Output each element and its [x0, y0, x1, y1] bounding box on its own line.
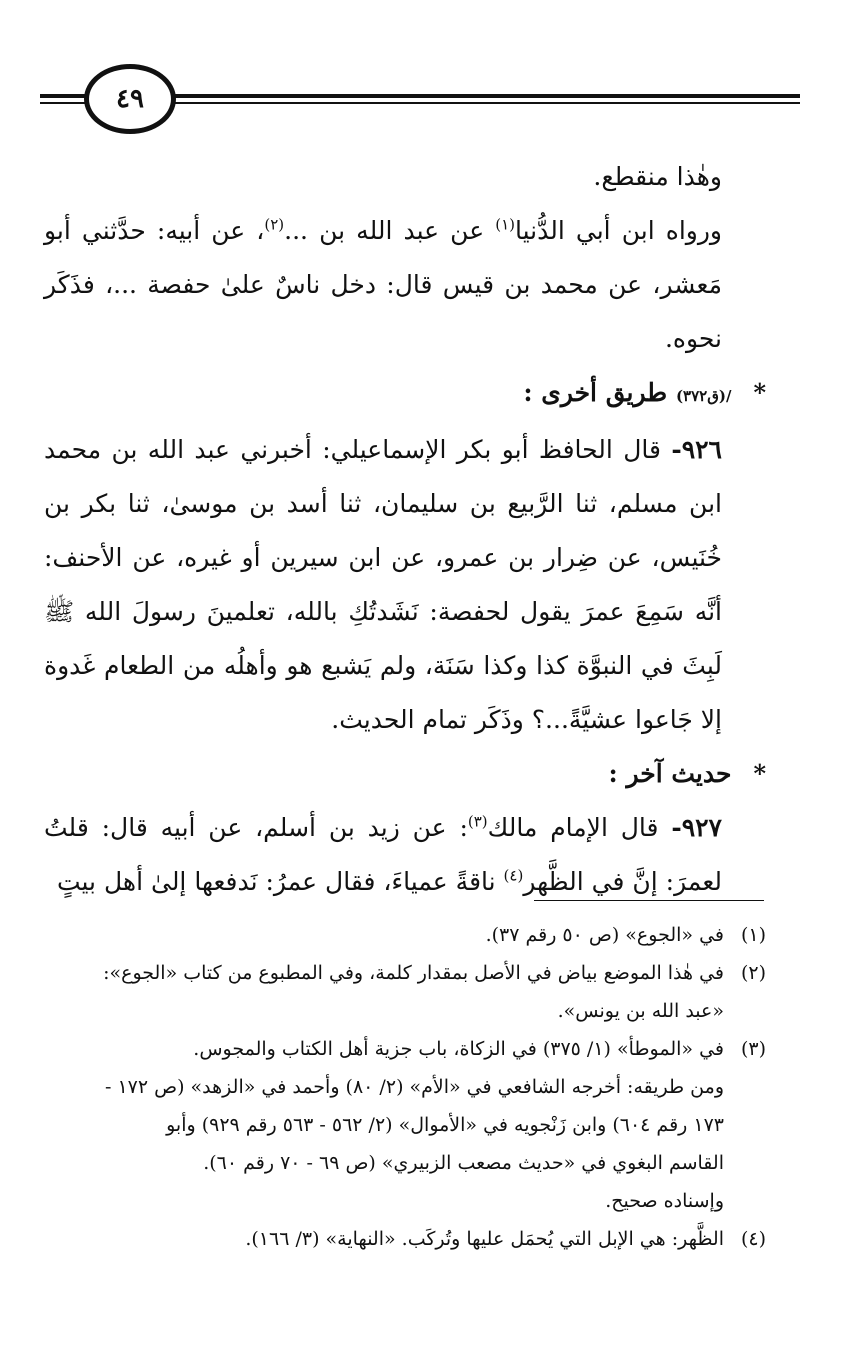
paragraph-text: قال الحافظ أبو بكر الإسماعيلي: أخبرني عبد الله بن محمد ابن مسلم، ثنا الرَّبيع بن سليمان، ثنا أسد بن موسىٰ، ثنا بكر بن خُنَيس، عن ضِرار بن عمرو، عن ابن سيرين أو غيره، عن الأحنف: أنَّه سَمِعَ عمرَ يقول لحفصة: نَشَدتُكِ بالله، تعلمينَ رسولَ الله ﷺ لَبِثَ في النبوَّة كذا وكذا سَنَة، ولم يَشبع هو وأهلُه من الطعام غَدوة إلا جَاعوا عشيَّةً...؟ وذَكَر تمام الحديث.	[44, 435, 722, 734]
page-number: ٤٩	[116, 84, 144, 114]
paragraph-text: قال الإمام مالك	[487, 813, 672, 842]
header-rule	[130, 102, 800, 104]
paragraph-text: وهٰذا منقطع.	[593, 162, 722, 191]
hadith-number: ٩٢٧-	[671, 813, 722, 842]
heading-title: طريق أخرى :	[523, 378, 668, 407]
footnote-text: «عبد الله بن يونس».	[557, 1000, 724, 1022]
footnote-text: القاسم البغوي في «حديث مصعب الزبيري» (ص ٦٩ - ٧٠ رقم ٦٠).	[203, 1152, 724, 1174]
footnote-number: (٤)	[740, 1228, 766, 1250]
paragraph-text: عن عبد الله بن ...	[284, 216, 496, 245]
star-icon: *	[753, 378, 766, 407]
star-icon: *	[753, 759, 766, 788]
manuscript-marker: /(ق٣٧٢)	[675, 387, 732, 405]
page-header	[40, 58, 800, 128]
footnote-ref: (١)	[495, 215, 515, 234]
footnote-text: في هٰذا الموضع بياض في الأصل بمقدار كلمة، وفي المطبوع من كتاب «الجوع»:	[103, 962, 724, 984]
footnote-separator	[534, 900, 764, 901]
paragraph-text: ناقةً عمياءَ، فقال عمرُ: نَدفعها إلىٰ أهل بيتٍ	[56, 867, 504, 896]
footnote-number: (٣)	[740, 1038, 766, 1060]
section-heading	[44, 747, 766, 801]
footnote-ref: (٢)	[264, 215, 285, 234]
footnote-text: الظَّهر: هي الإبل التي يُحمَل عليها وتُركَب. «النهاية» (٣/ ١٦٦).	[245, 1228, 724, 1250]
footnote-number: (١)	[740, 924, 766, 946]
paragraph-text: : عن زيد بن أسلم، عن أبيه قال: قلتُ لعمرَ: إنَّ في الظَّهر	[44, 813, 722, 896]
footnote	[44, 916, 766, 954]
hadith-number: ٩٢٦-	[671, 435, 722, 464]
footnote-text: ١٧٣ رقم ٦٠٤) وابن زَنْجويه في «الأموال» (٢/ ٥٦٢ - ٥٦٣ رقم ٩٢٩) وأبو	[166, 1114, 724, 1136]
hadith-926	[44, 423, 766, 747]
footnote-text: وإسناده صحيح.	[605, 1190, 724, 1212]
hadith-927	[44, 801, 766, 909]
paragraph-text: ورواه ابن أبي الدُّنيا	[514, 216, 722, 245]
footnote-ref: (٣)	[467, 812, 488, 831]
footnote-text: في «الموطأ» (١/ ٣٧٥) في الزكاة، باب جزية أهل الكتاب والمجوس.	[193, 1038, 724, 1060]
paragraph	[44, 150, 766, 204]
footnote-text: في «الجوع» (ص ٥٠ رقم ٣٧).	[485, 924, 724, 946]
footnote-ref: (٤)	[503, 866, 524, 885]
heading-title: حديث آخر :	[608, 759, 732, 788]
paragraph-text: ، عن أبيه: حدَّثني أبو مَعشر، عن محمد بن قيس قال: دخل ناسٌ علىٰ حفصة ...، فذَكَر نحوه.	[44, 216, 722, 353]
header-rule	[40, 94, 90, 98]
footnote	[44, 1220, 766, 1258]
header-rule	[130, 94, 800, 98]
footnote-number: (٢)	[740, 962, 766, 984]
footnote	[44, 1030, 766, 1220]
footnotes	[44, 916, 766, 1258]
footnote	[44, 954, 766, 1030]
page-number-badge	[84, 64, 176, 134]
paragraph	[44, 204, 766, 366]
footnote-text: ومن طريقه: أخرجه الشافعي في «الأم» (٢/ ٨٠) وأحمد في «الزهد» (ص ١٧٢ -	[105, 1076, 724, 1098]
section-heading	[44, 366, 766, 423]
header-rule	[40, 102, 90, 104]
main-text	[44, 150, 766, 909]
